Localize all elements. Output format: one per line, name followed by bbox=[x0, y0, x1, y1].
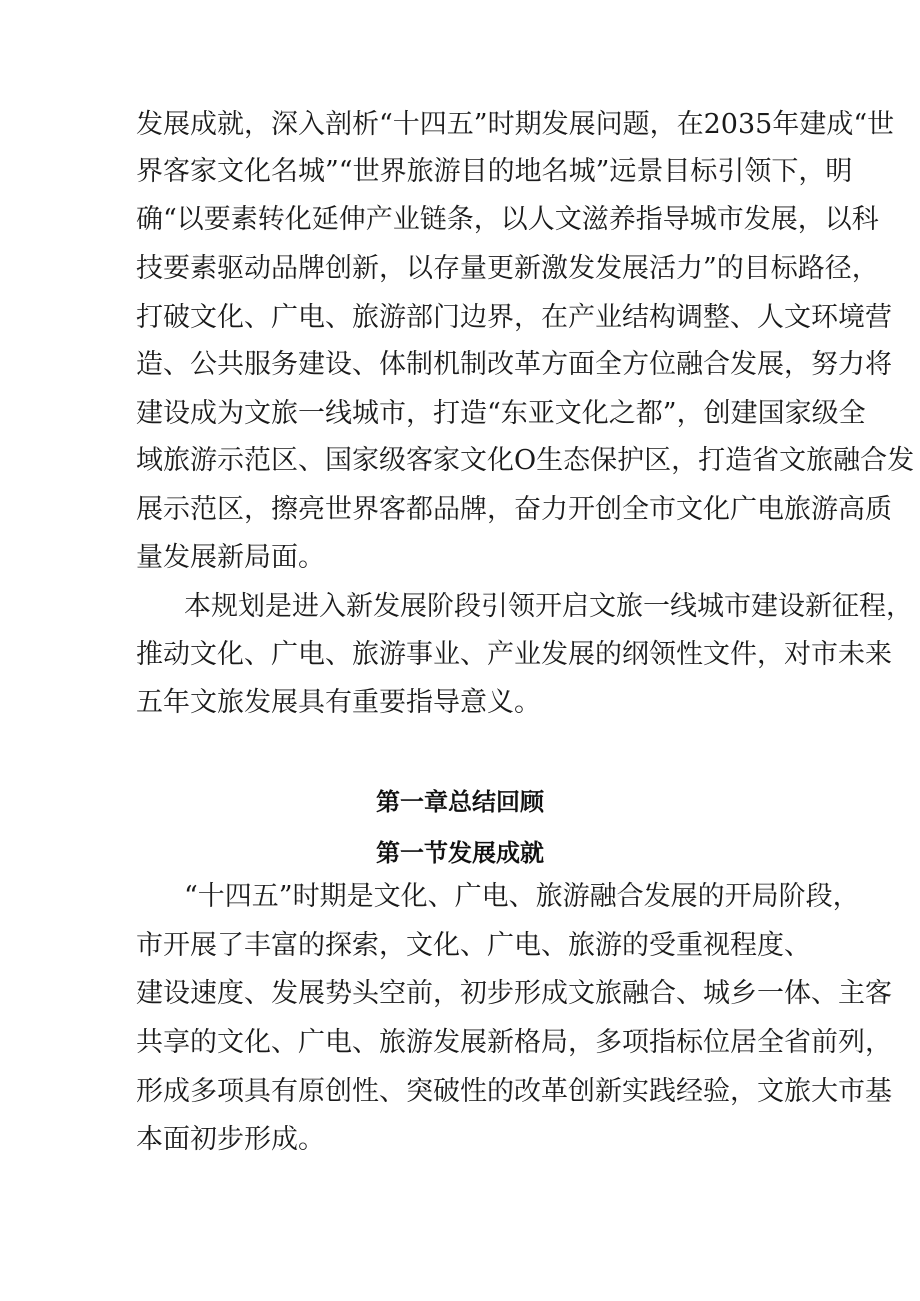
chapter-title: 第一章总结回顾 bbox=[376, 788, 544, 816]
text-line: 建设速度、发展势头空前，初步形成文旅融合、城乡一体、主客 bbox=[136, 978, 892, 1009]
section-title: 第一节发展成就 bbox=[376, 839, 544, 867]
text-line: 本规划是进入新发展阶段引领开启文旅一线城市建设新征程， bbox=[184, 591, 913, 622]
text-line: 造、公共服务建设、体制机制改革方面全方位融合发展，努力将 bbox=[136, 349, 892, 380]
text-line: 展示范区，擦亮世界客都品牌，奋力开创全市文化广电旅游高质 bbox=[136, 494, 892, 525]
text-line: 本面初步形成。 bbox=[136, 1124, 325, 1155]
text-line: 推动文化、广电、旅游事业、产业发展的纲领性文件，对市未来 bbox=[136, 639, 892, 670]
text-line: 确“以要素转化延伸产业链条，以人文滋养指导城市发展，以科 bbox=[136, 204, 879, 235]
text-line: 五年文旅发展具有重要指导意义。 bbox=[136, 687, 541, 718]
text-line: 共享的文化、广电、旅游发展新格局，多项指标位居全省前列， bbox=[136, 1027, 892, 1058]
text-line: 发展成就，深入剖析“十四五”时期发展问题，在2035年建成“世 bbox=[136, 109, 895, 140]
text-line: 建设成为文旅一线城市，打造“东亚文化之都”，创建国家级全 bbox=[136, 398, 866, 429]
text-line: 量发展新局面。 bbox=[136, 542, 325, 573]
text-line: 域旅游示范区、国家级客家文化O生态保护区，打造省文旅融合发 bbox=[136, 445, 915, 476]
text-line: 界客家文化名城”“世界旅游目的地名城”远景目标引领下，明 bbox=[136, 156, 853, 187]
text-line: 打破文化、广电、旅游部门边界，在产业结构调整、人文环境营 bbox=[136, 302, 892, 333]
text-line: “十四五”时期是文化、广电、旅游融合发展的开局阶段， bbox=[184, 881, 860, 912]
text-line: 市开展了丰富的探索，文化、广电、旅游的受重视程度、 bbox=[136, 930, 811, 961]
text-line: 技要素驱动品牌创新，以存量更新激发发展活力”的目标路径， bbox=[136, 253, 879, 284]
text-line: 形成多项具有原创性、突破性的改革创新实践经验，文旅大市基 bbox=[136, 1076, 892, 1107]
